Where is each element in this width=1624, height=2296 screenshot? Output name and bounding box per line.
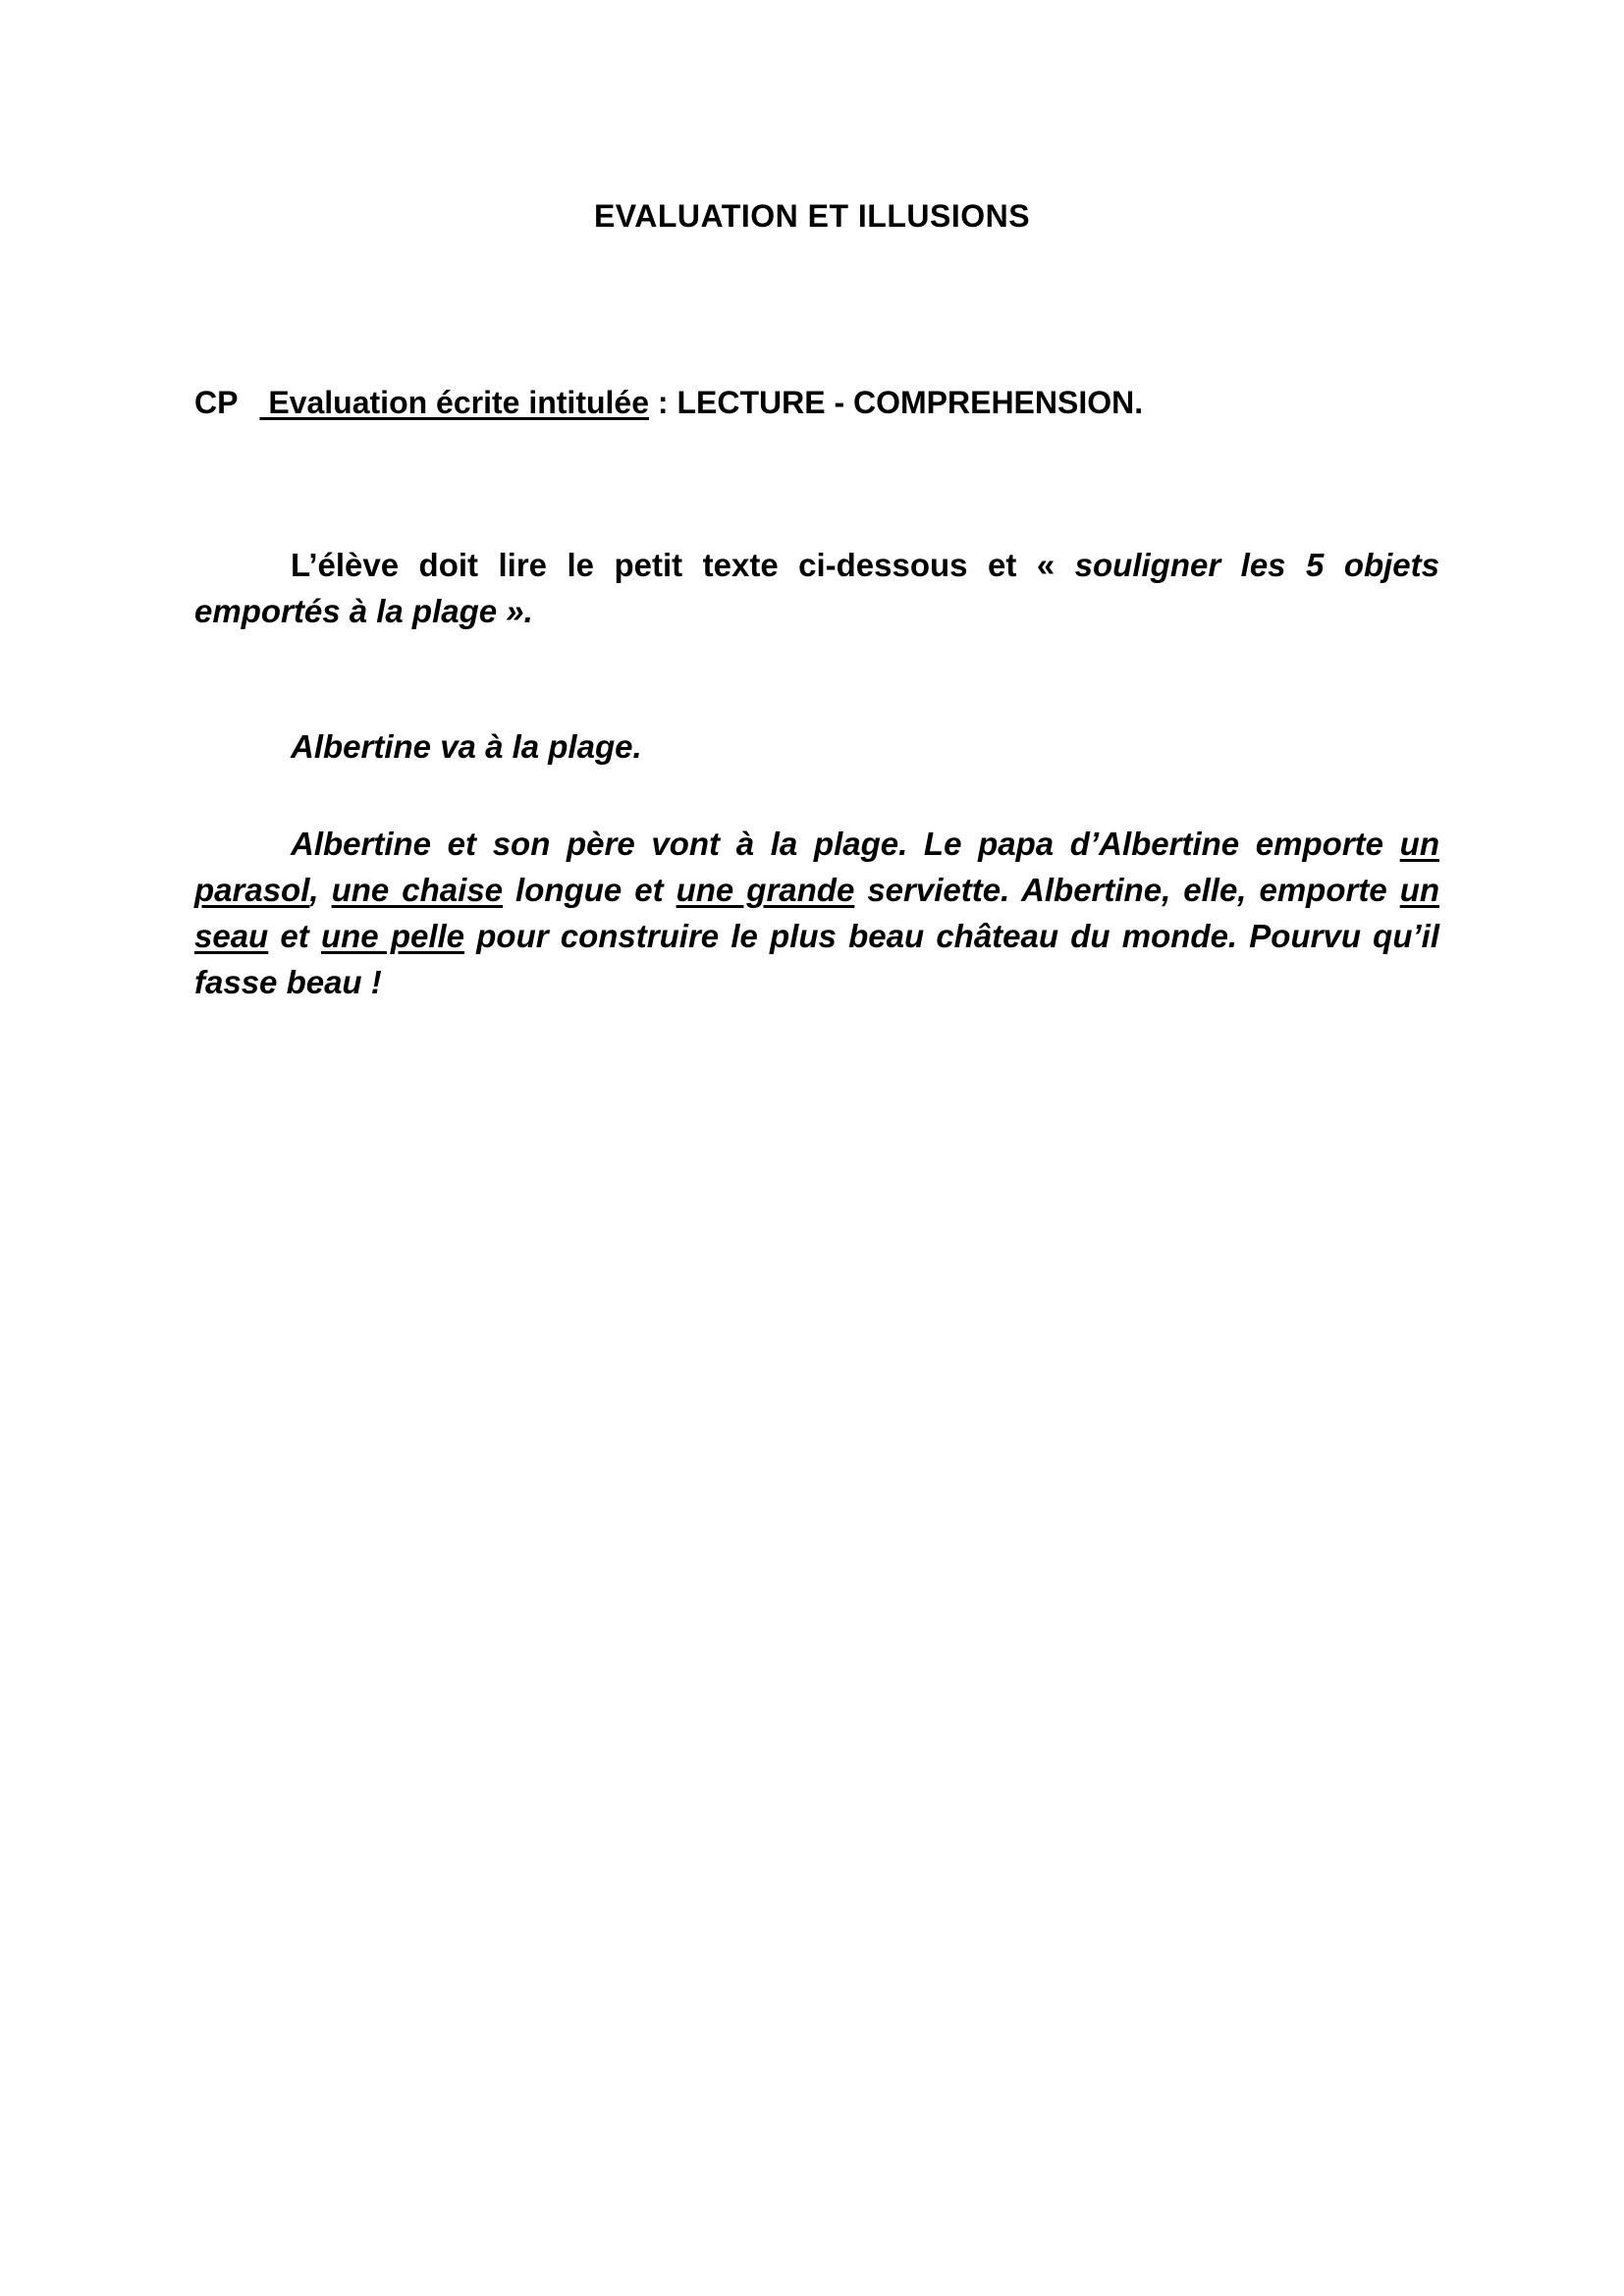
evaluation-label: Evaluation écrite intitulée [259,385,649,420]
story-text: , [309,872,332,908]
instruction-text: L’élève doit lire le petit texte ci-dessous et « [291,547,1075,583]
story-text: et [268,918,321,954]
story-text: pour construire le plus beau château du monde. Pourvu qu’il fasse beau ! [194,918,1439,1000]
story-text: serviette. Albertine, elle, emporte [854,872,1400,908]
story-paragraph [194,821,1439,1005]
underlined-object: un seau [194,872,1440,954]
evaluation-subject: : LECTURE - COMPREHENSION. [649,385,1144,420]
story-text: longue et [503,872,677,908]
page-title: EVALUATION ET ILLUSIONS [593,198,1031,234]
instruction-italic: souligner les 5 objets emportés à la plage ». [194,547,1439,629]
level-label: CP [194,385,239,420]
evaluation-heading [194,385,1143,421]
story-title: Albertine va à la plage. [291,728,642,765]
underlined-object: une grande [676,872,855,908]
story-text: Albertine et son père vont à la plage. Le papa d’Albertine emporte [291,826,1400,862]
underlined-object: un parasol [194,826,1439,908]
underlined-object: une chaise [331,872,504,908]
underlined-object: une pelle [320,918,465,954]
instruction-paragraph [194,542,1439,634]
